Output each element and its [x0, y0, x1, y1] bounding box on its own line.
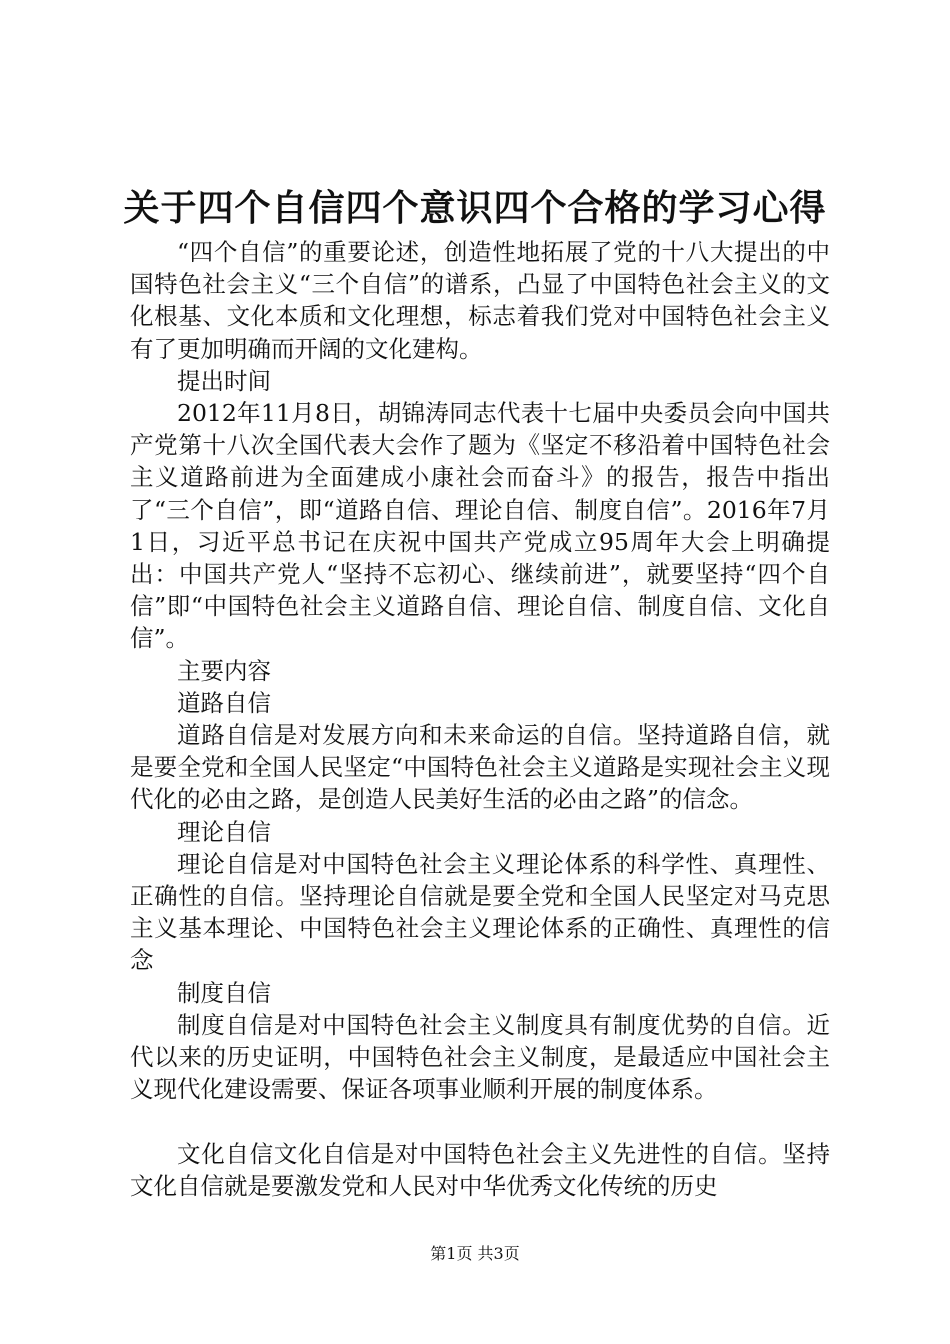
road-paragraph: 道路自信是对发展方向和未来命运的自信。坚持道路自信，就是要全党和全国人民坚定“中国特色社会主义道路是实现社会主义现代化的必由之路，是创造人民美好生活的必由之路”的信念。 — [130, 721, 830, 814]
intro-paragraph: “四个自信”的重要论述，创造性地拓展了党的十八大提出的中国特色社会主义“三个自信”的谱系，凸显了中国特色社会主义的文化根基、文化本质和文化理想，标志着我们党对中国特色社会主义有了更加明确而开阔的文化建构。 — [130, 238, 830, 363]
document-body — [130, 236, 830, 1202]
section-heading-content: 主要内容 — [177, 656, 271, 685]
time-paragraph: 2012年11月8日，胡锦涛同志代表十七届中央委员会向中国共产党第十八次全国代表大会作了题为《坚定不移沿着中国特色社会主义道路前进为全面建成小康社会而奋斗》的报告，报告中指出了“三个自信”，即“道路自信、理论自信、制度自信”。2016年7月1日，习近平总书记在庆祝中国共产党成立95周年大会上明确提出：中国共产党人“坚持不忘初心、继续前进”，就要坚持“四个自信”即“中国特色社会主义道路自信、理论自信、制度自信、文化自信”。 — [130, 399, 830, 653]
page-footer: 第1页 共3页 — [430, 1244, 520, 1263]
system-paragraph: 制度自信是对中国特色社会主义制度具有制度优势的自信。近代以来的历史证明，中国特色社会主义制度，是最适应中国社会主义现代化建设需要、保证各项事业顺利开展的制度体系。 — [130, 1010, 830, 1104]
subheading-system: 制度自信 — [177, 978, 271, 1007]
subheading-road: 道路自信 — [177, 688, 271, 717]
culture-paragraph: 文化自信文化自信是对中国特色社会主义先进性的自信。坚持文化自信就是要激发党和人民对中华优秀文化传统的历史 — [130, 1139, 830, 1200]
subheading-theory: 理论自信 — [177, 817, 271, 846]
document-title: 关于四个自信四个意识四个合格的学习心得 — [123, 187, 827, 229]
theory-paragraph: 理论自信是对中国特色社会主义理论体系的科学性、真理性、正确性的自信。坚持理论自信就是要全党和全国人民坚定对马克思主义基本理论、中国特色社会主义理论体系的正确性、真理性的信念 — [130, 849, 830, 975]
blank-line — [130, 1105, 830, 1137]
section-heading-time: 提出时间 — [177, 366, 271, 395]
